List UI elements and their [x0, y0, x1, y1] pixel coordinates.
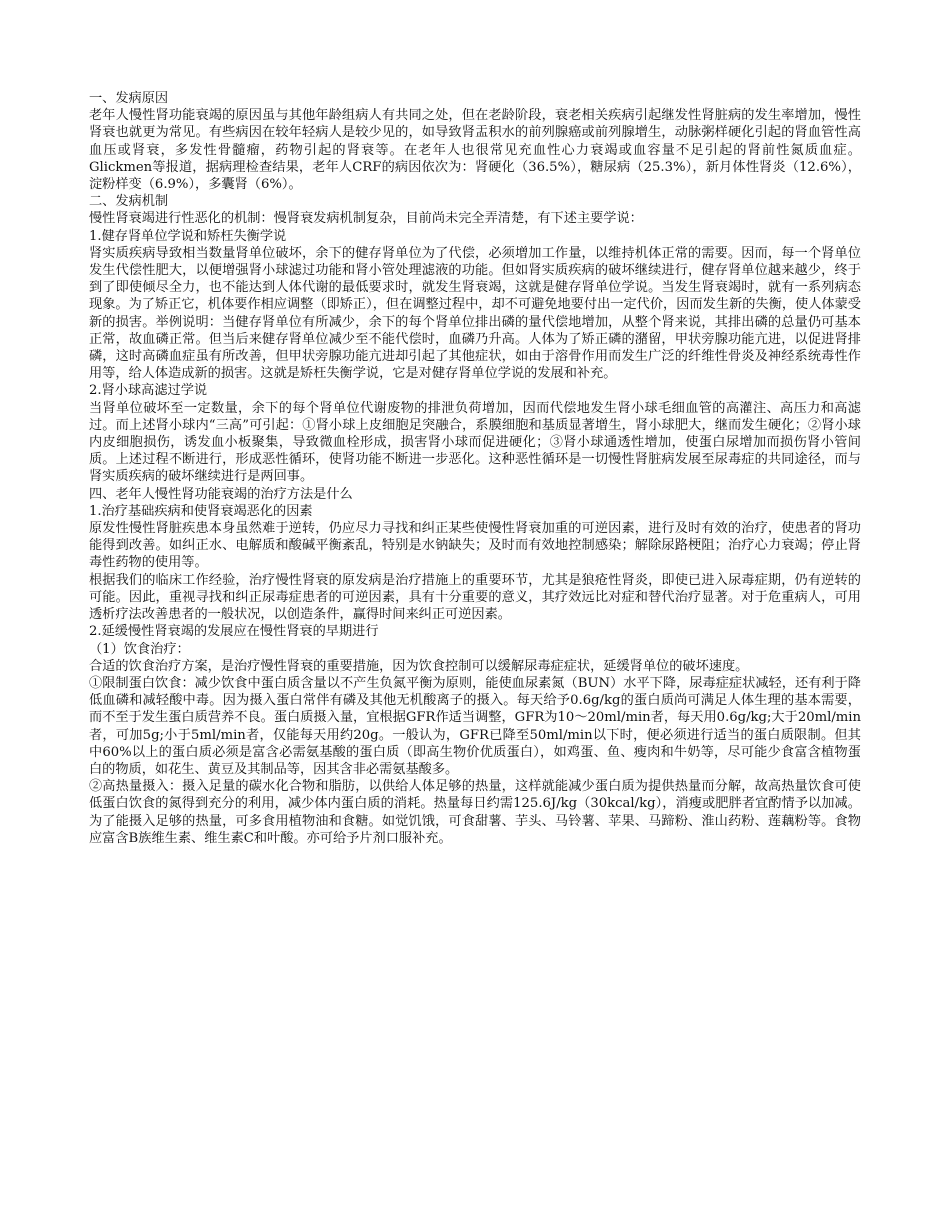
paragraph-causes: 老年人慢性肾功能衰竭的原因虽与其他年龄组病人有共同之处，但在老龄阶段，衰老相关疾病引起继发性肾脏病的发生率增加，慢性肾衰也就更为常见。有些病因在较年轻病人是较少见的，如导致肾盂积水的前列腺癌或前列腺增生，动脉粥样硬化引起的肾血管性高血压或肾衰，多发性骨髓瘤，药物引起的肾衰等。在老年人也很常见充血性心力衰竭或血容量不足引起的肾前性氮质血症。Glickmen等报道，据病理检查结果，老年人CRF的病因依次为：肾硬化（36.5%），糖尿病（25.3%），新月体性肾炎（12.6%），淀粉样变（6.9%），多囊肾（6%）。: [89, 108, 861, 193]
paragraph-protein-restriction: ①限制蛋白饮食：减少饮食中蛋白质含量以不产生负氮平衡为原则，能使血尿素氮（BUN）水平下降，尿毒症症状减轻，还有利于降低血磷和减轻酸中毒。因为摄入蛋白常伴有磷及其他无机酸离子的摄入。每天给予0.6g/kg的蛋白质尚可满足人体生理的基本需要，而不至于发生蛋白质营养不良。蛋白质摄入量，宜根据GFR作适当调整，GFR为10～20ml/min者，每天用0.6g/kg;大于20ml/min者，可加5g;小于5ml/min者，仅能每天用约20g。一般认为，GFR已降至50ml/min以下时，便必须进行适当的蛋白质限制。但其中60%以上的蛋白质必须是富含必需氨基酸的蛋白质（即高生物价优质蛋白），如鸡蛋、鱼、瘦肉和牛奶等，尽可能少食富含植物蛋白的物质，如花生、黄豆及其制品等，因其含非必需氨基酸多。: [89, 675, 861, 777]
subheading-healthy-nephron-theory: 1.健存肾单位学说和矫枉失衡学说: [89, 228, 287, 244]
section-heading-causes: 一、发病原因: [89, 91, 169, 106]
subheading-hyperfiltration-theory: 2.肾小球高滤过学说: [89, 383, 208, 399]
paragraph-healthy-nephron-theory: 肾实质疾病导致相当数量肾单位破坏，余下的健存肾单位为了代偿，必须增加工作量，以维持机体正常的需要。因而，每一个肾单位发生代偿性肥大，以便增强肾小球滤过功能和肾小管处理滤液的功能。但如肾实质疾病的破坏继续进行，健存肾单位越来越少，终于到了即使倾尽全力，也不能达到人体代谢的最低要求时，就发生肾衰竭，这就是健存肾单位学说。当发生肾衰竭时，就有一系列病态现象。为了矫正它，机体要作相应调整（即矫正），但在调整过程中，却不可避免地要付出一定代价，因而发生新的失衡，使人体蒙受新的损害。举例说明：当健存肾单位有所减少，余下的每个肾单位排出磷的量代偿地增加，从整个肾来说，其排出磷的总量仍可基本正常，故血磷正常。但当后来健存肾单位减少至不能代偿时，血磷乃升高。人体为了矫正磷的潴留，甲状旁腺功能亢进，以促进肾排磷，这时高磷血症虽有所改善，但甲状旁腺功能亢进却引起了其他症状，如由于溶骨作用而发生广泛的纤维性骨炎及神经系统毒性作用等，给人体造成新的损害。这就是矫枉失衡学说，它是对健存肾单位学说的发展和补充。: [89, 245, 861, 382]
section-heading-mechanism: 二、发病机制: [89, 194, 169, 210]
paragraph-clinical-experience: 根据我们的临床工作经验，治疗慢性肾衰的原发病是治疗措施上的重要环节，尤其是狼疮性肾炎，即使已进入尿毒症期，仍有逆转的可能。因此，重视寻找和纠正尿毒症患者的可逆因素，具有十分重要的意义，其疗效远比对症和替代治疗显著。对于危重病人，可用透析疗法改善患者的一般状况，以创造条件，赢得时间来纠正可逆因素。: [89, 572, 861, 623]
paragraph-diet-intro: 合适的饮食治疗方案，是治疗慢性肾衰的重要措施，因为饮食控制可以缓解尿毒症症状，延缓肾单位的破坏速度。: [89, 658, 749, 674]
subheading-diet-therapy: （1）饮食治疗：: [89, 641, 190, 657]
section-heading-treatment: 四、老年人慢性肾功能衰竭的治疗方法是什么: [89, 486, 353, 502]
subheading-treat-underlying-disease: 1.治疗基础疾病和使肾衰竭恶化的因素: [89, 503, 313, 519]
paragraph-hyperfiltration-theory: 当肾单位破坏至一定数量，余下的每个肾单位代谢废物的排泄负荷增加，因而代偿地发生肾小球毛细血管的高灌注、高压力和高滤过。而上述肾小球内“三高”可引起：①肾小球上皮细胞足突融合，系膜细胞和基质显著增生，肾小球肥大，继而发生硬化；②肾小球内皮细胞损伤，诱发血小板聚集，导致微血栓形成，损害肾小球而促进硬化；③肾小球通透性增加，使蛋白尿增加而损伤肾小管间质。上述过程不断进行，形成恶性循环，使肾功能不断进一步恶化。这种恶性循环是一切慢性肾脏病发展至尿毒症的共同途径，而与肾实质疾病的破坏继续进行是两回事。: [89, 400, 861, 485]
paragraph-mechanism-intro: 慢性肾衰竭进行性恶化的机制：慢肾衰发病机制复杂，目前尚未完全弄清楚，有下述主要学说：: [89, 211, 643, 227]
document-page: [89, 90, 861, 847]
subheading-delay-progression: 2.延缓慢性肾衰竭的发展应在慢性肾衰的早期进行: [89, 624, 379, 640]
paragraph-high-calorie: ②高热量摄入：摄入足量的碳水化合物和脂肪，以供给人体足够的热量，这样就能减少蛋白质为提供热量而分解，故高热量饮食可使低蛋白饮食的氮得到充分的利用，减少体内蛋白质的消耗。热量每日约需125.6J/kg（30kcal/kg），消瘦或肥胖者宜酌情予以加减。为了能摄入足够的热量，可多食用植物油和食糖。如觉饥饿，可食甜薯、芋头、马铃薯、苹果、马蹄粉、淮山药粉、莲藕粉等。食物应富含B族维生素、维生素C和叶酸。亦可给予片剂口服补充。: [89, 779, 861, 846]
paragraph-treat-underlying-disease: 原发性慢性肾脏疾患本身虽然难于逆转，仍应尽力寻找和纠正某些使慢性肾衰加重的可逆因素，进行及时有效的治疗，使患者的肾功能得到改善。如纠正水、电解质和酸碱平衡紊乱，特别是水钠缺失；及时而有效地控制感染；解除尿路梗阻；治疗心力衰竭；停止肾毒性药物的使用等。: [89, 521, 861, 571]
